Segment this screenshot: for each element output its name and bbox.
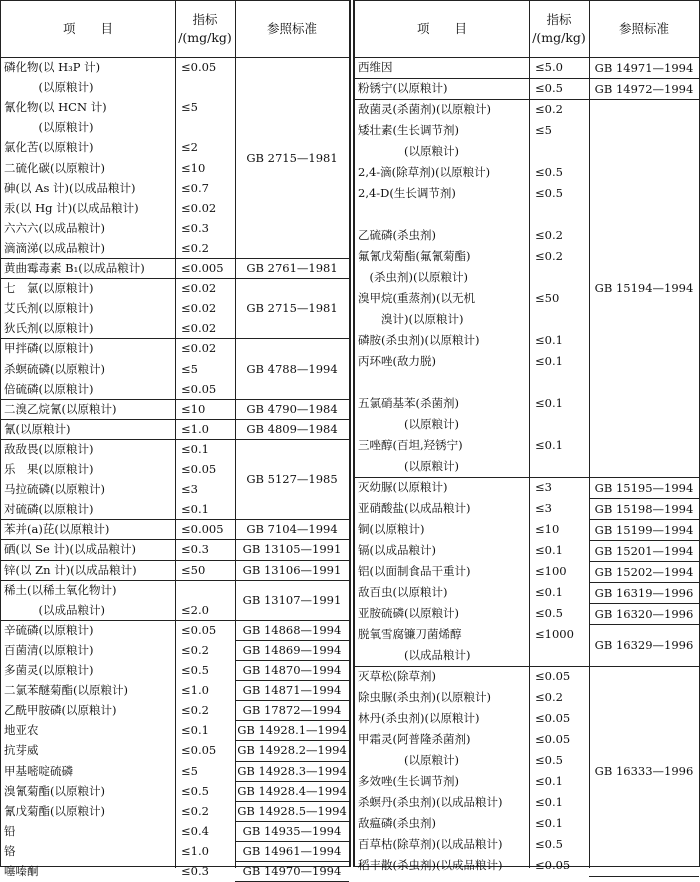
right-item-name: (以成品粮计) bbox=[358, 648, 471, 662]
right-item-limit: ≤0.5 bbox=[535, 606, 563, 620]
left-item-name: 二溴乙烷氰(以原粮计) bbox=[4, 401, 117, 416]
left-item-name: 噻嗪酮 bbox=[4, 864, 39, 878]
header-standard-right: 参照标准 bbox=[618, 21, 669, 36]
right-item-name: 三唑醇(百坦,羟锈宁) bbox=[358, 438, 463, 452]
right-item-limit: ≤0.05 bbox=[535, 711, 571, 725]
right-item-name: 百草枯(除草剂)(以成品粮计) bbox=[358, 837, 503, 851]
left-item-limit: ≤0.5 bbox=[181, 663, 209, 677]
right-item-name: 镉(以成品粮计) bbox=[358, 543, 436, 557]
left-standard-cell: GB 4809—1984 bbox=[246, 421, 338, 436]
left-item-limit: ≤0.4 bbox=[181, 823, 209, 838]
left-item-name: 汞(以 Hg 计)(以成品粮计) bbox=[4, 200, 139, 215]
left-item-limit: ≤0.2 bbox=[181, 703, 209, 718]
left-item-name: 溴氰菊酯(以原粮计) bbox=[4, 783, 105, 798]
right-item-limit: ≤0.5 bbox=[535, 165, 563, 179]
right-item-name: 杀螟丹(杀虫剂)(以成品粮计) bbox=[358, 795, 503, 809]
right-standard-cell: GB 15195—1994 bbox=[594, 480, 694, 495]
left-item-name: 砷(以 As 计)(以成品粮计) bbox=[4, 180, 136, 195]
left-item-name: 倍硫磷(以原粮计) bbox=[4, 381, 94, 396]
left-item-limit: ≤5 bbox=[181, 763, 198, 778]
right-item-name: (杀虫剂)(以原粮计) bbox=[358, 270, 468, 284]
right-standard-cell: GB 16319—1996 bbox=[594, 585, 694, 600]
left-item-limit: ≤0.02 bbox=[181, 301, 217, 316]
left-item-name: 二硫化碳(以原粮计) bbox=[4, 160, 105, 175]
left-item-name: (以原粮计) bbox=[4, 120, 94, 135]
left-standard-cell: GB 13105—1991 bbox=[242, 542, 342, 557]
right-item-limit: ≤0.1 bbox=[535, 438, 563, 452]
left-standard-cell: GB 17872—1994 bbox=[242, 703, 342, 718]
left-standard-cell: GB 13106—1991 bbox=[242, 562, 342, 577]
left-item-name: 滴滴涕(以成品粮计) bbox=[4, 240, 105, 255]
left-item-name: 铅 bbox=[4, 823, 16, 838]
right-item-name: 2,4-滴(除草剂)(以原粮计) bbox=[358, 165, 491, 179]
right-item-name: 甲霜灵(阿普隆杀菌剂) bbox=[358, 732, 471, 746]
left-item-name: 艾氏剂(以原粮计) bbox=[4, 301, 94, 316]
left-item-name: 辛硫磷(以原粮计) bbox=[4, 622, 94, 637]
left-item-limit: ≤0.2 bbox=[181, 642, 209, 657]
header-limit-line2-right: /(mg/kg) bbox=[532, 30, 586, 45]
right-item-name: 乙硫磷(杀虫剂) bbox=[358, 228, 436, 242]
left-item-limit: ≤0.05 bbox=[181, 743, 217, 758]
right-item-name: (以原粮计) bbox=[358, 753, 459, 767]
left-item-limit: ≤3 bbox=[181, 482, 198, 497]
left-item-name: 氰戊菊酯(以原粮计) bbox=[4, 803, 105, 818]
right-item-name: 脱氧雪腐镰刀菌烯醇 bbox=[358, 627, 462, 641]
left-item-name: 稀土(以稀土氧化物计) bbox=[4, 582, 117, 597]
left-item-name: 多菌灵(以原粮计) bbox=[4, 663, 94, 677]
right-standard-cell: GB 16333—1996 bbox=[594, 764, 694, 778]
header-limit-line1-right: 指标 bbox=[546, 12, 572, 27]
right-item-name: (以原粮计) bbox=[358, 417, 459, 431]
right-standard-cell: GB 15194—1994 bbox=[594, 281, 694, 295]
right-standard-cell: GB 16329—1996 bbox=[594, 638, 694, 652]
left-standard-cell: GB 14928.2—1994 bbox=[237, 743, 347, 758]
header-standard: 参照标准 bbox=[266, 21, 317, 36]
right-item-name: 铝(以面制食品干重计) bbox=[358, 564, 471, 578]
right-item-name: 除虫脲(杀虫剂)(以原粮计) bbox=[358, 690, 491, 704]
left-standard-cell: GB 14871—1994 bbox=[242, 683, 342, 698]
left-item-name: 苯并(a)芘(以原粮计) bbox=[4, 522, 110, 537]
right-item-name: 敌瘟磷(杀虫剂) bbox=[358, 816, 436, 830]
right-item-name: 磷胺(杀虫剂)(以原粮计) bbox=[358, 333, 480, 347]
right-item-name: (以原粮计) bbox=[358, 144, 459, 158]
header-limit-line2: /(mg/kg) bbox=[178, 30, 232, 45]
right-item-name: 溴计)(以原粮计) bbox=[358, 312, 464, 326]
left-standard-cell: GB 14868—1994 bbox=[242, 622, 342, 637]
right-standard-cell: GB 15201—1994 bbox=[594, 543, 694, 558]
right-standard-cell: GB 15199—1994 bbox=[594, 522, 694, 537]
left-item-limit: ≤0.2 bbox=[181, 240, 209, 255]
right-item-limit: ≤0.05 bbox=[535, 732, 571, 746]
left-standard-cell: GB 5127—1985 bbox=[246, 472, 338, 487]
left-item-name: 黄曲霉毒素 B₁(以成品粮计) bbox=[4, 261, 145, 275]
right-item-limit: ≤0.1 bbox=[535, 816, 563, 830]
left-standard-cell: GB 14869—1994 bbox=[242, 642, 342, 657]
left-item-name: 六六六(以成品粮计) bbox=[4, 220, 105, 235]
right-item-name: 灭草松(除草剂) bbox=[358, 669, 436, 683]
left-standard-cell: GB 14928.3—1994 bbox=[237, 763, 347, 778]
right-standard-cell: GB 14971—1994 bbox=[594, 60, 694, 75]
left-item-name: 马拉硫磷(以原粮计) bbox=[4, 482, 105, 497]
left-item-limit: ≤10 bbox=[181, 401, 206, 416]
right-item-limit: ≤0.2 bbox=[535, 690, 563, 704]
left-item-limit: ≤0.05 bbox=[181, 381, 217, 396]
left-standard-cell: GB 14928.5—1994 bbox=[237, 803, 347, 818]
right-item-name: 氟氰戊菊酯(氟氰菊酯) bbox=[358, 249, 471, 263]
left-item-limit: ≤0.3 bbox=[181, 864, 209, 878]
right-item-name: 西维因 bbox=[358, 60, 393, 74]
right-item-name: 铜(以原粮计) bbox=[358, 522, 425, 536]
right-item-limit: ≤0.1 bbox=[535, 543, 563, 557]
left-item-name: 地亚农 bbox=[4, 723, 39, 738]
left-item-name: (以成品粮计) bbox=[4, 602, 105, 617]
left-item-limit: ≤2.0 bbox=[181, 602, 209, 617]
right-item-name: 多效唑(生长调节剂) bbox=[358, 774, 459, 788]
left-item-limit: ≤1.0 bbox=[181, 421, 209, 436]
right-item-name: 林丹(杀虫剂)(以原粮计) bbox=[358, 711, 480, 725]
right-item-limit: ≤0.1 bbox=[535, 795, 563, 809]
left-item-name: 狄氏剂(以原粮计) bbox=[4, 321, 94, 336]
right-item-limit: ≤5 bbox=[535, 123, 552, 137]
left-item-limit: ≤0.02 bbox=[181, 341, 217, 356]
left-table bbox=[0, 0, 350, 879]
right-item-name: 矮壮素(生长调节剂) bbox=[358, 123, 459, 137]
header-limit bbox=[175, 1, 235, 57]
right-item-limit: ≤10 bbox=[535, 522, 560, 536]
right-standard-cell: GB 14972—1994 bbox=[594, 81, 694, 96]
left-standard-cell: GB 7104—1994 bbox=[246, 522, 338, 537]
right-item-limit: ≤0.05 bbox=[535, 669, 571, 683]
left-standard-cell: GB 2715—1981 bbox=[246, 150, 338, 165]
left-item-limit: ≤0.3 bbox=[181, 220, 209, 235]
left-item-limit: ≤1.0 bbox=[181, 683, 209, 698]
left-standard-cell: GB 14928.4—1994 bbox=[237, 783, 347, 798]
left-item-limit: ≤2 bbox=[181, 140, 198, 155]
header-item: 项 目 bbox=[62, 21, 113, 36]
right-standard-cell: GB 15198—1994 bbox=[594, 501, 694, 516]
left-item-limit: ≤50 bbox=[181, 562, 206, 577]
left-standard-cell: GB 14935—1994 bbox=[242, 823, 342, 838]
left-item-limit: ≤5 bbox=[181, 361, 198, 376]
left-standard-cell: GB 2761—1981 bbox=[246, 261, 338, 276]
left-item-name: 铬 bbox=[4, 843, 16, 858]
left-item-name: 百菌清(以原粮计) bbox=[4, 642, 94, 657]
left-item-name: 锌(以 Zn 计)(以成品粮计) bbox=[4, 562, 137, 577]
left-item-limit: ≤0.05 bbox=[181, 60, 217, 74]
header-limit-right bbox=[529, 1, 589, 57]
left-item-limit: ≤0.05 bbox=[181, 462, 217, 476]
right-item-limit: ≤0.5 bbox=[535, 186, 563, 200]
left-standard-cell: GB 4790—1984 bbox=[246, 401, 338, 416]
right-item-limit: ≤0.2 bbox=[535, 102, 563, 116]
left-item-limit: ≤0.7 bbox=[181, 180, 209, 195]
right-item-limit: ≤0.2 bbox=[535, 249, 563, 263]
right-item-name: 粉锈宁(以原粮计) bbox=[358, 81, 448, 95]
left-item-name: 氰化物(以 HCN 计) bbox=[4, 100, 107, 115]
left-item-name: 磷化物(以 H₃P 计) bbox=[4, 60, 101, 74]
right-standard-cell: GB 15202—1994 bbox=[594, 564, 694, 579]
right-item-limit: ≤0.1 bbox=[535, 774, 563, 788]
left-item-name: 氰(以原粮计) bbox=[4, 421, 71, 436]
header-item-right: 项 目 bbox=[416, 21, 467, 36]
right-table-header bbox=[355, 1, 699, 58]
header-limit-line1: 指标 bbox=[192, 12, 218, 27]
left-standard-cell: GB 2715—1981 bbox=[246, 301, 338, 316]
right-item-name: 亚胺硫磷(以原粮计) bbox=[358, 606, 459, 620]
left-item-limit: ≤0.05 bbox=[181, 622, 217, 637]
left-item-limit: ≤1.0 bbox=[181, 843, 209, 858]
right-item-name: 灭幼脲(以原粮计) bbox=[358, 480, 448, 494]
left-item-limit: ≤0.02 bbox=[181, 321, 217, 336]
right-item-limit: ≤0.1 bbox=[535, 396, 563, 410]
right-table bbox=[354, 0, 700, 872]
left-item-name: 甲拌磷(以原粮计) bbox=[4, 341, 94, 356]
left-standard-cell: GB 13107—1991 bbox=[242, 592, 342, 607]
right-item-limit: ≤3 bbox=[535, 480, 552, 494]
right-item-limit: ≤0.5 bbox=[535, 753, 563, 767]
right-item-limit: ≤100 bbox=[535, 564, 567, 578]
left-standard-cell: GB 14870—1994 bbox=[242, 663, 342, 678]
left-item-name: 硒(以 Se 计)(以成品粮计) bbox=[4, 542, 136, 557]
right-item-name: 敌菌灵(杀菌剂)(以原粮计) bbox=[358, 102, 491, 116]
right-item-limit: ≤5.0 bbox=[535, 60, 563, 74]
left-item-name: 甲基嘧啶硫磷 bbox=[4, 763, 73, 778]
right-item-name: (以原粮计) bbox=[358, 459, 459, 473]
left-item-limit: ≤0.3 bbox=[181, 542, 209, 557]
left-item-limit: ≤0.1 bbox=[181, 502, 209, 517]
left-standard-cell: GB 4788—1994 bbox=[246, 361, 338, 376]
left-item-name: 七 氯(以原粮计) bbox=[4, 281, 94, 296]
left-item-limit: ≤0.5 bbox=[181, 783, 209, 798]
left-item-limit: ≤0.02 bbox=[181, 281, 217, 296]
left-item-limit: ≤0.005 bbox=[181, 261, 224, 275]
left-item-name: 敌敌畏(以原粮计) bbox=[4, 441, 94, 456]
left-standard-cell: GB 14928.1—1994 bbox=[237, 723, 347, 738]
left-item-name: 二氯苯醚菊酯(以原粮计) bbox=[4, 683, 128, 698]
left-standard-cell: GB 14961—1994 bbox=[242, 843, 342, 858]
right-item-name: 稻丰散(杀虫剂)(以成品粮计) bbox=[358, 858, 503, 872]
left-item-limit: ≤0.2 bbox=[181, 803, 209, 818]
right-item-limit: ≤0.5 bbox=[535, 81, 563, 95]
left-item-limit: ≤0.1 bbox=[181, 723, 209, 738]
right-item-name: 2,4-D(生长调节剂) bbox=[358, 186, 456, 200]
left-item-name: 抗芽威 bbox=[4, 743, 39, 758]
left-item-name: 杀螟硫磷(以原粮计) bbox=[4, 361, 105, 376]
right-item-name: 敌百虫(以原粮计) bbox=[358, 585, 448, 599]
left-item-name: 乐 果(以原粮计) bbox=[4, 462, 94, 476]
right-item-limit: ≤0.5 bbox=[535, 837, 563, 851]
left-item-name: 对硫磷(以原粮计) bbox=[4, 502, 94, 517]
right-item-name: 亚硝酸盐(以成品粮计) bbox=[358, 501, 471, 515]
left-item-name: 氯化苦(以原粮计) bbox=[4, 140, 94, 155]
left-item-limit: ≤0.005 bbox=[181, 522, 224, 537]
right-item-name: 溴甲烷(重蒸剂)(以无机 bbox=[358, 291, 475, 305]
left-item-name: 乙酰甲胺磷(以原粮计) bbox=[4, 703, 117, 718]
right-item-name: 丙环唑(敌力脱) bbox=[358, 354, 436, 368]
right-item-limit: ≤0.1 bbox=[535, 354, 563, 368]
right-item-limit: ≤0.1 bbox=[535, 333, 563, 347]
right-item-limit: ≤0.05 bbox=[535, 858, 571, 872]
left-item-limit: ≤0.02 bbox=[181, 200, 217, 215]
right-item-limit: ≤0.1 bbox=[535, 585, 563, 599]
right-item-limit: ≤1000 bbox=[535, 627, 574, 641]
right-item-limit: ≤50 bbox=[535, 291, 560, 305]
right-standard-rule bbox=[589, 876, 699, 877]
left-item-limit: ≤5 bbox=[181, 100, 198, 115]
left-item-limit: ≤0.1 bbox=[181, 441, 209, 456]
right-item-limit: ≤0.2 bbox=[535, 228, 563, 242]
right-item-name: 五氯硝基苯(杀菌剂) bbox=[358, 396, 459, 410]
right-item-limit: ≤3 bbox=[535, 501, 552, 515]
left-standard-cell: GB 14970—1994 bbox=[242, 864, 342, 879]
left-item-name: (以原粮计) bbox=[4, 80, 94, 95]
right-standard-cell: GB 16320—1996 bbox=[594, 606, 694, 621]
left-item-limit: ≤10 bbox=[181, 160, 206, 175]
